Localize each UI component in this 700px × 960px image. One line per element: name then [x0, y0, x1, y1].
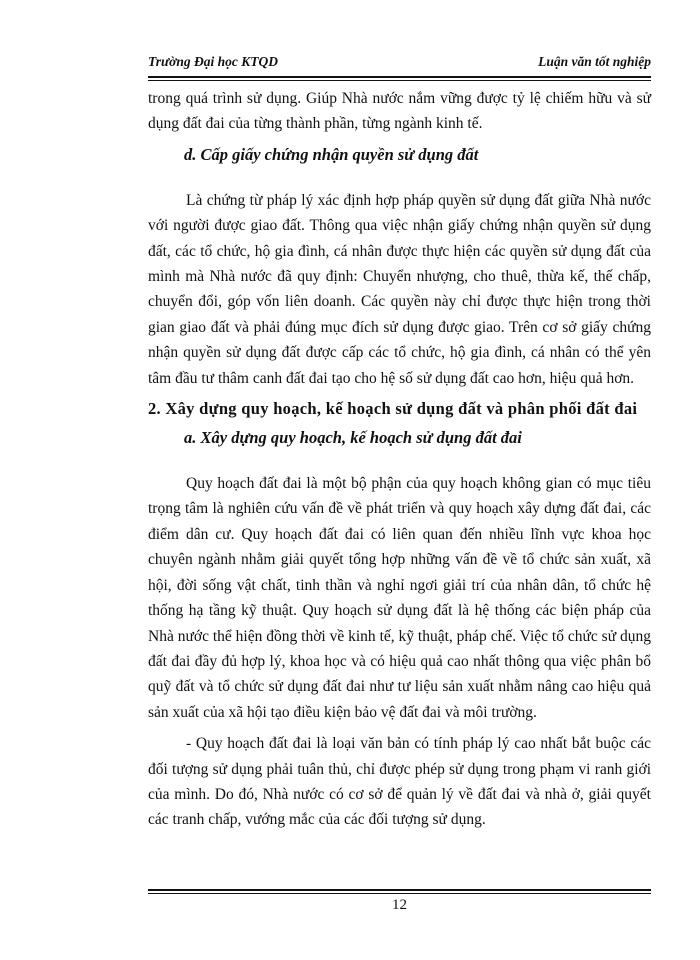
footer-divider-thin: [148, 893, 651, 894]
header-divider: [148, 80, 651, 81]
paragraph-legal-document: - Quy hoạch đất đai là loại văn bản có tính pháp lý cao nhất bắt buộc các đối tượng sử dụng phải tuân thủ, chỉ được phép sử dụng trong phạm vi ranh giới của mình. Do đó, Nhà nước có cơ sở để quản lý về đất đai và nhà ở, giải quyết các tranh chấp, vướng mắc của các đối tượng sử dụng.: [148, 735, 651, 829]
header-school-name: Trường Đại học KTQD: [148, 54, 278, 69]
continued-paragraph: trong quá trình sử dụng. Giúp Nhà nước nắm vững được tỷ lệ chiếm hữu và sử dụng đất đai của từng thành phần, từng ngành kinh tế.: [148, 90, 651, 133]
section-heading-d: d. Cấp giấy chứng nhận quyền sử dụng đất: [184, 144, 479, 164]
footer-divider: [148, 889, 651, 891]
paragraph-planning: Quy hoạch đất đai là một bộ phận của quy hoạch không gian có mục tiêu trọng tâm là nghiên cứu vấn đề về phát triển và quy hoạch xây dựng đất đai, các điểm dân cư. Quy hoạch đất đai có liên quan đến nhiều lĩnh vực khoa học chuyên ngành nhằm giải quyết tổng hợp những vấn đề về tổ chức sản xuất, xã hội, đời sống vật chất, tinh thần và nghỉ ngơi giải trí của nhân dân, tổ chức hệ thống hạ tầng kỹ thuật. Quy hoạch sử dụng đất là hệ thống các biện pháp của Nhà nước thể hiện đồng thời về kinh tế, kỹ thuật, pháp chế. Việc tổ chức sử dụng đất đai đầy đủ hợp lý, khoa học và có hiệu quả cao nhất thông qua việc phân bổ quỹ đất và tổ chức sử dụng đất đai như tư liệu sản xuất nhằm nâng cao hiệu quả sản xuất của xã hội tạo điều kiện bảo vệ đất đai và môi trường.: [148, 475, 651, 721]
section-heading-a: a. Xây dựng quy hoạch, kế hoạch sử dụng đất đai: [184, 428, 522, 448]
page-number: 12: [392, 897, 407, 913]
page-header: [148, 50, 651, 78]
page-body: [148, 86, 651, 833]
header-document-type: Luận văn tốt nghiệp: [538, 54, 651, 69]
section-heading-2: 2. Xây dựng quy hoạch, kế hoạch sử dụng đất và phân phối đất đai: [148, 399, 638, 419]
paragraph-certificate: Là chứng từ pháp lý xác định hợp pháp quyền sử dụng đất giữa Nhà nước với người được giao đất. Thông qua việc nhận giấy chứng nhận quyền sử dụng đất, các tổ chức, hộ gia đình, cá nhân được thực hiện các quyền sử dụng đất của mình mà Nhà nước đã quy định: Chuyển nhượng, cho thuê, thừa kế, thế chấp, chuyển đổi, góp vốn liên doanh. Các quyền này chỉ được thực hiện trong thời gian giao đất và phải đúng mục đích sử dụng được giao. Trên cơ sở giấy chứng nhận quyền sử dụng đất được cấp các tổ chức, hộ gia đình, cá nhân có thể yên tâm đầu tư thâm canh đất đai tạo cho hệ số sử dụng đất cao hơn, hiệu quả hơn.: [148, 191, 651, 387]
